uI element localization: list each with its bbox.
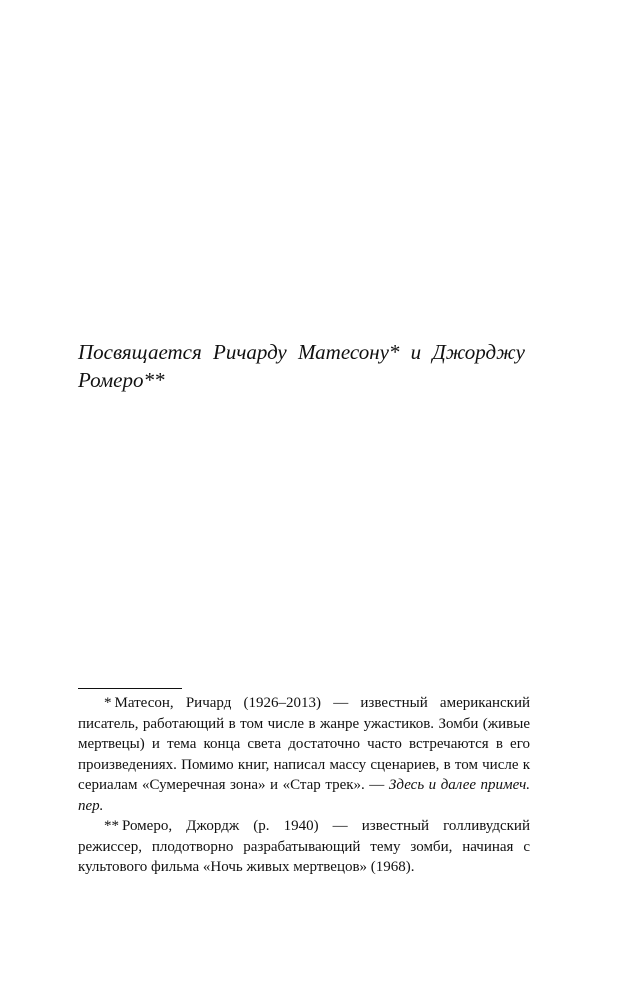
- dedication-text: Посвящается Ричарду Матесону* и Джорджу Ромеро**: [78, 340, 526, 392]
- footnote-mark: *: [104, 695, 112, 711]
- footnote-text: Матесон, Ричард (1926–2013) — известный американский писатель, работающий в том числе в жанре ужастиков. Зомби (живые мертвецы) и тема конца света достаточно часто встречаются в его произведениях. Помимо книг, написал массу сценариев, в том числе к сериалам «Сумеречная зона» и «Стар трек». —: [78, 695, 530, 793]
- translator-note: Здесь и далее примеч. пер.: [78, 777, 530, 814]
- footnote-text: Ромеро, Джордж (р. 1940) — известный голливудский режиссер, плодотворно разрабатывающий тему зомби, начиная с культового фильма «Ночь живых мертвецов» (1968).: [78, 818, 530, 875]
- footnote-separator: [78, 688, 182, 689]
- footnote-romero: [78, 816, 530, 878]
- footnote-mark: **: [104, 818, 119, 834]
- footnote-matheson: [78, 693, 530, 816]
- footnotes: [78, 693, 530, 878]
